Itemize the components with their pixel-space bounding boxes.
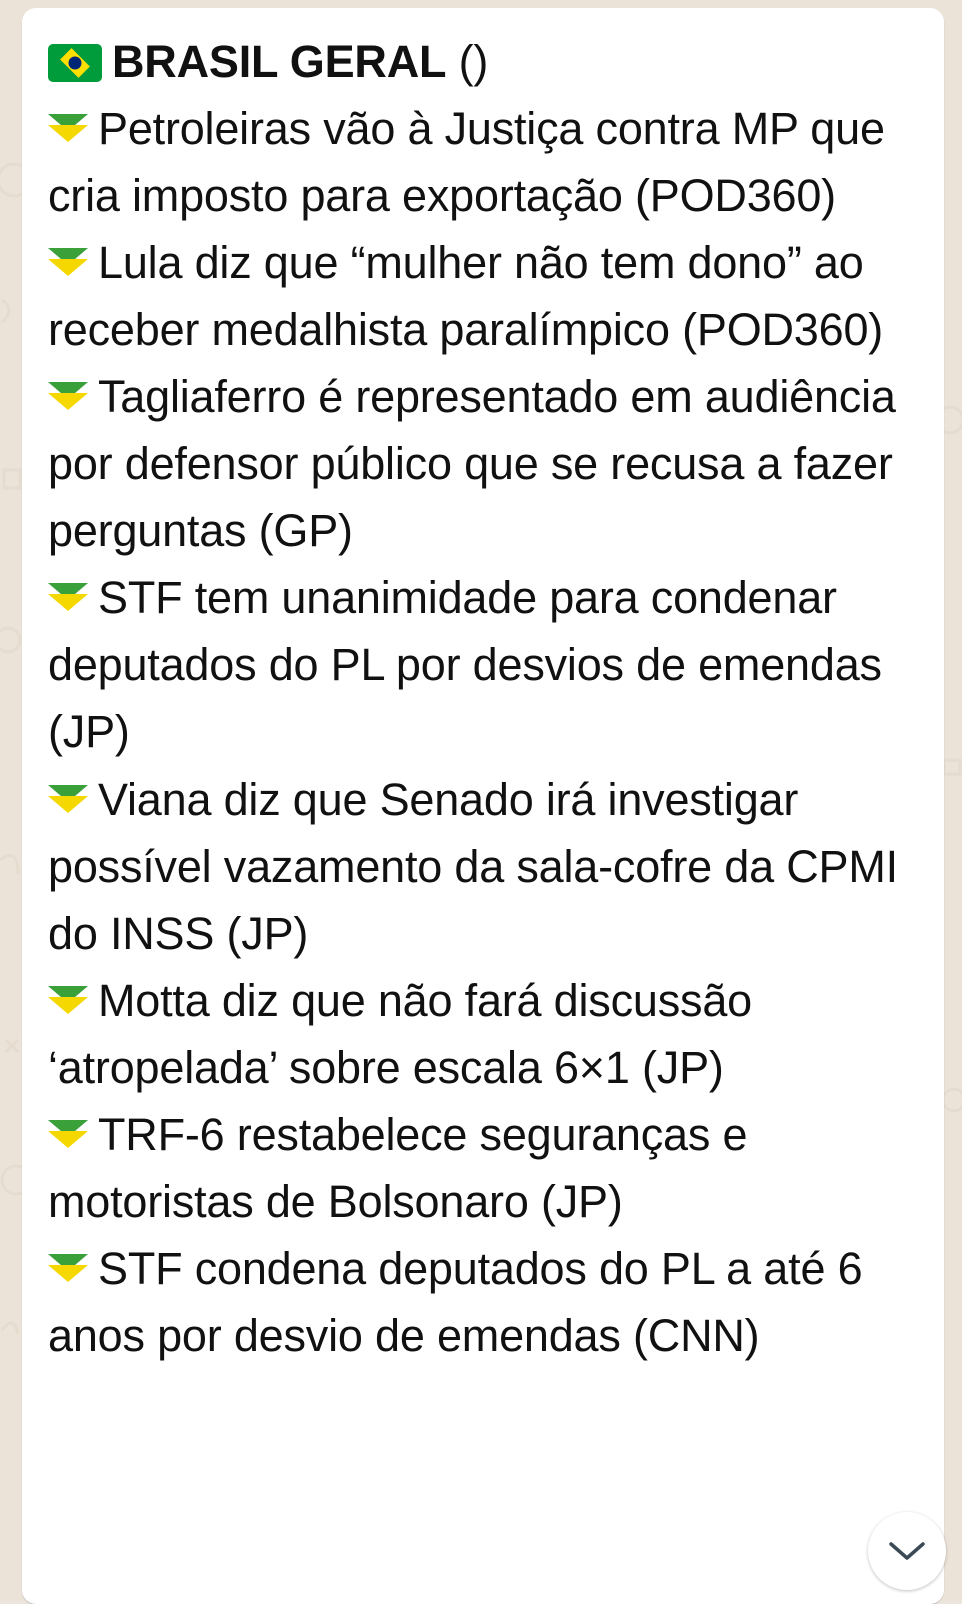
scroll-to-bottom-button[interactable] (868, 1512, 946, 1590)
shield-badge-icon (48, 1252, 88, 1290)
news-item (48, 1101, 922, 1235)
shield-badge-icon (48, 581, 88, 619)
shield-badge-icon (48, 112, 88, 150)
news-item-text: Petroleiras vão à Justiça contra MP que cria imposto para exportação (POD360) (48, 103, 885, 221)
shield-badge-icon (48, 1118, 88, 1156)
chevron-down-icon (887, 1539, 927, 1563)
news-item-text: Motta diz que não fará discussão ‘atropelada’ sobre escala 6×1 (JP) (48, 975, 752, 1093)
news-item-text: STF condena deputados do PL a até 6 anos por desvio de emendas (CNN) (48, 1243, 862, 1361)
message-bubble[interactable] (22, 8, 944, 1604)
shield-badge-icon (48, 984, 88, 1022)
news-item-text: Viana diz que Senado irá investigar possível vazamento da sala-cofre da CPMI do INSS (JP) (48, 774, 898, 959)
news-item (48, 229, 922, 363)
shield-badge-icon (48, 783, 88, 821)
message-header-suffix: () (459, 36, 489, 87)
news-item (48, 766, 922, 967)
news-item-text: STF tem unanimidade para condenar deputados do PL por desvios de emendas (JP) (48, 572, 882, 757)
shield-badge-icon (48, 380, 88, 418)
shield-badge-icon (48, 246, 88, 284)
news-item-text: Lula diz que “mulher não tem dono” ao receber medalhista paralímpico (POD360) (48, 237, 883, 355)
news-item (48, 1235, 922, 1369)
news-item (48, 564, 922, 765)
news-item-text: TRF-6 restabelece seguranças e motoristas de Bolsonaro (JP) (48, 1109, 747, 1227)
brazil-flag-icon (48, 44, 102, 82)
news-item (48, 967, 922, 1101)
news-item (48, 95, 922, 229)
message-text (48, 28, 922, 1369)
message-header-line (48, 28, 922, 95)
message-header-title: BRASIL GERAL (112, 36, 446, 87)
news-item-text: Tagliaferro é representado em audiência por defensor público que se recusa a fazer perguntas (GP) (48, 371, 896, 556)
news-item (48, 363, 922, 564)
